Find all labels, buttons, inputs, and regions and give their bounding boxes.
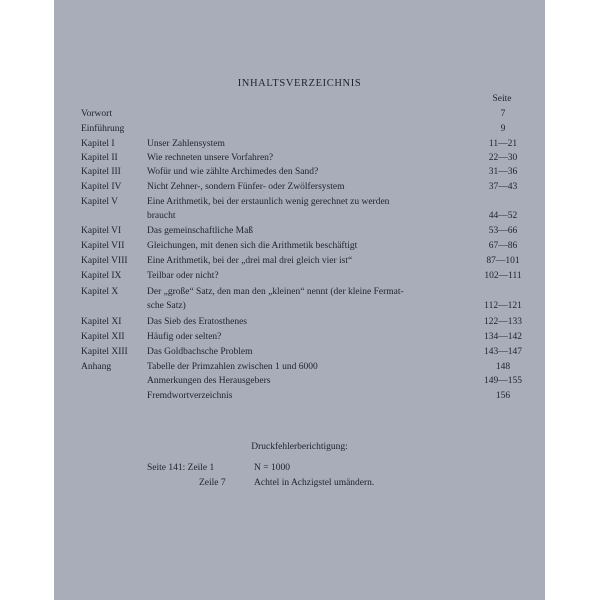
toc-entry-title: Einführung [81, 124, 125, 134]
toc-entry-page: 148 [495, 362, 511, 372]
toc-entry-page: 134—142 [484, 332, 522, 342]
errata-line2-fix: Achtel in Achzigstel umändern. [254, 478, 375, 488]
toc-entry-label: Kapitel III [81, 167, 121, 177]
errata-line1-fix: N = 1000 [254, 463, 290, 473]
toc-entry-title: Vorwort [81, 109, 112, 119]
toc-entry-page: 156 [495, 391, 511, 401]
toc-entry-title: Das gemeinschaftliche Maß [147, 226, 254, 236]
toc-entry-page: 37—43 [488, 182, 518, 192]
toc-entry-page: 67—86 [488, 241, 518, 251]
toc-entry-label: Kapitel XII [81, 332, 125, 342]
toc-entry-page: 11—21 [488, 139, 518, 149]
toc-entry-page: 9 [500, 124, 506, 134]
toc-entry-page: 122—133 [484, 317, 522, 327]
toc-entry-label: Kapitel II [81, 153, 118, 163]
toc-entry-title: Anmerkungen des Herausgebers [147, 376, 271, 386]
toc-entry-label: Anhang [81, 362, 112, 372]
toc-entry-page: 102—111 [484, 271, 522, 281]
toc-entry-title: Der „große“ Satz, den man den „kleinen“ nennt (der kleine Fermat- [147, 287, 404, 297]
toc-entry-page: 143—147 [484, 347, 522, 357]
toc-entry-title: Gleichungen, mit denen sich die Arithmetik beschäftigt [147, 241, 358, 251]
toc-entry-label: Kapitel VII [81, 241, 125, 251]
errata-title: Druckfehlerberichtigung: [251, 442, 348, 452]
toc-entry-title: Tabelle der Primzahlen zwischen 1 und 6000 [147, 362, 318, 372]
toc-entry-page: 31—36 [488, 167, 518, 177]
toc-entry-label: Kapitel XI [81, 317, 122, 327]
toc-entry-title: Eine Arithmetik, bei der „drei mal drei gleich vier ist“ [147, 256, 353, 266]
toc-entry-label: Kapitel IX [81, 271, 122, 281]
book-page [54, 0, 545, 600]
toc-entry-title-continued: sche Satz) [147, 301, 186, 311]
toc-entry-page: 7 [500, 109, 506, 119]
toc-entry-title: Häufig oder selten? [147, 332, 222, 342]
toc-entry-page: 149—155 [484, 376, 522, 386]
toc-entry-page: 44—52 [488, 211, 518, 221]
toc-entry-page: 53—66 [488, 226, 518, 236]
toc-entry-title-continued: braucht [147, 211, 176, 221]
toc-entry-title: Das Sieb des Eratosthenes [147, 317, 247, 327]
toc-entry-page: 22—30 [488, 153, 518, 163]
toc-entry-label: Kapitel XIII [81, 347, 128, 357]
toc-entry-title: Eine Arithmetik, bei der erstaunlich wenig gerechnet zu werden [147, 197, 390, 207]
toc-entry-label: Kapitel X [81, 287, 119, 297]
toc-entry-label: Kapitel VI [81, 226, 122, 236]
toc-entry-title: Das Goldbachsche Problem [147, 347, 253, 357]
toc-title: INHALTSVERZEICHNIS [237, 78, 362, 89]
toc-entry-page: 112—121 [484, 301, 522, 311]
errata-line2-ref: Zeile 7 [199, 478, 226, 488]
toc-entry-label: Kapitel V [81, 197, 119, 207]
toc-entry-title: Unser Zahlensystem [147, 139, 225, 149]
toc-entry-page: 87—101 [486, 256, 520, 266]
toc-entry-title: Fremdwortverzeichnis [147, 391, 233, 401]
toc-entry-title: Wofür und wie zählte Archimedes den Sand? [147, 167, 319, 177]
toc-entry-title: Wie rechneten unsere Vorfahren? [147, 153, 274, 163]
toc-entry-label: Kapitel I [81, 139, 115, 149]
toc-entry-title: Nicht Zehner-, sondern Fünfer- oder Zwölfersystem [147, 182, 345, 192]
toc-entry-label: Kapitel VIII [81, 256, 128, 266]
errata-line1-ref: Seite 141: Zeile 1 [147, 463, 215, 473]
toc-entry-label: Kapitel IV [81, 182, 122, 192]
toc-entry-title: Teilbar oder nicht? [147, 271, 219, 281]
page-column-header: Seite [492, 94, 512, 104]
